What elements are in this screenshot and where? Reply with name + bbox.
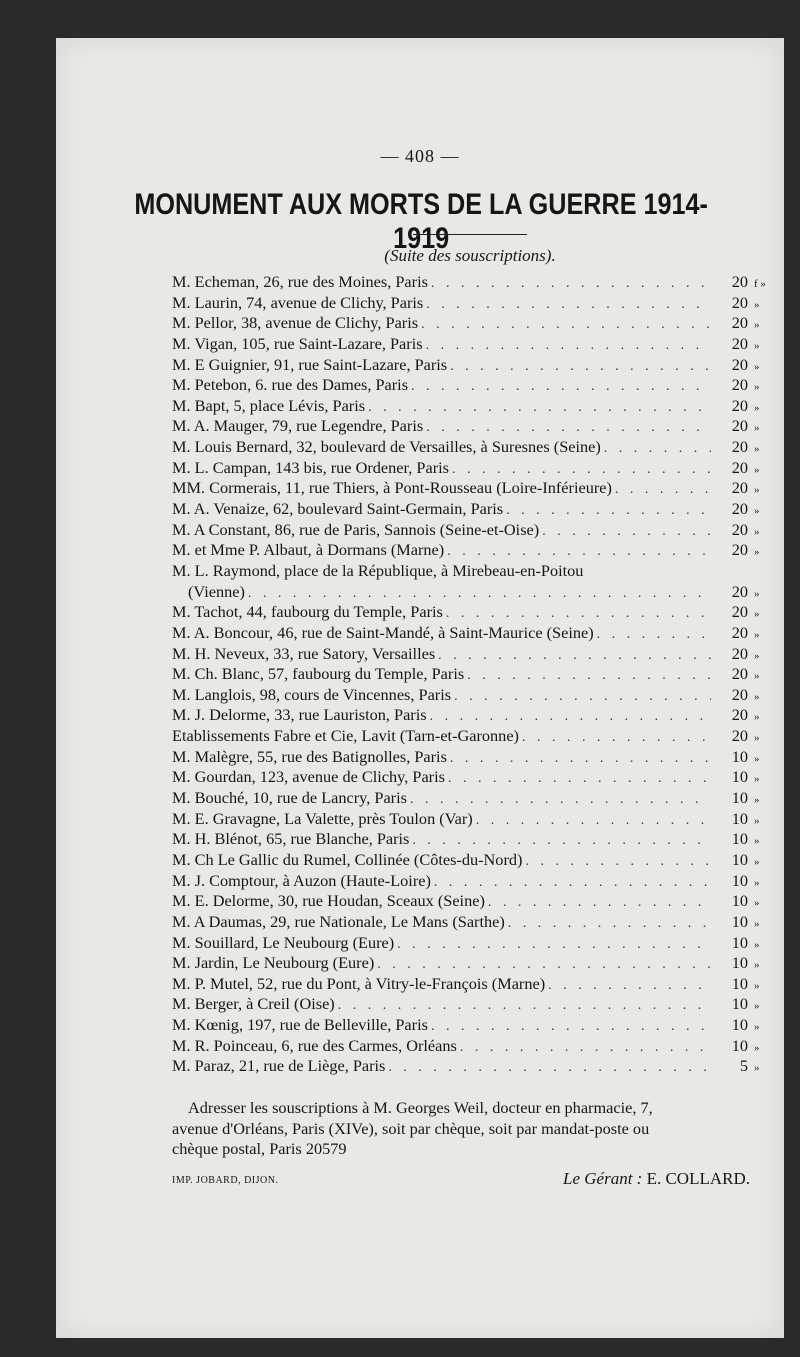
dot-leader: [446, 604, 711, 625]
list-item: [172, 375, 772, 396]
list-item: [172, 705, 772, 726]
subscriber-name: M. J. Comptour, à Auzon (Haute-Loire): [172, 870, 431, 890]
list-item: [172, 623, 772, 644]
dot-leader: [448, 769, 711, 790]
subscription-amount: 20: [731, 395, 748, 415]
dot-leader: [368, 398, 711, 419]
list-item: [172, 272, 772, 293]
subscriber-name: M. H. Neveux, 33, rue Satory, Versailles: [172, 643, 436, 663]
currency-mark: »: [754, 443, 760, 456]
printer-imprint: IMP. JOBARD, DIJON.: [172, 1175, 279, 1186]
list-item: [172, 416, 772, 437]
list-item: [172, 437, 772, 458]
currency-mark: »: [754, 649, 760, 662]
dot-leader: [430, 707, 711, 728]
subscription-amount: 5: [739, 1056, 748, 1076]
currency-mark: »: [754, 360, 760, 373]
currency-mark: »: [754, 876, 760, 889]
title-divider: [413, 234, 527, 235]
currency-mark: »: [754, 1021, 760, 1034]
subscriber-name: M. A. Boncour, 46, rue de Saint-Mandé, à Saint-Maurice (Seine): [172, 622, 594, 642]
subscriber-name: M. A. Venaize, 62, boulevard Saint-Germain, Paris: [172, 499, 504, 519]
subscriber-name: M. Langlois, 98, cours de Vincennes, Paris: [172, 684, 452, 704]
list-item: [172, 293, 772, 314]
subscription-amount: 10: [731, 746, 748, 766]
subscriber-name: M. E. Delorme, 30, rue Houdan, Sceaux (Seine): [172, 891, 485, 911]
list-item: [172, 334, 772, 355]
currency-mark: »: [754, 1041, 760, 1054]
subscription-amount: 20: [731, 684, 748, 704]
subscriber-name: M. Bouché, 10, rue de Lancry, Paris: [172, 788, 407, 808]
currency-mark: »: [754, 339, 760, 352]
gerant-label: Le Gérant :: [563, 1169, 643, 1188]
subscription-amount: 20: [731, 272, 748, 291]
page-title: MONUMENT AUX MORTS DE LA GUERRE 1914-1919: [134, 188, 708, 255]
subscription-list: [172, 272, 772, 1077]
subscriber-name: MM. Cormerais, 11, rue Thiers, à Pont-Rousseau (Loire-Inférieure): [172, 478, 612, 498]
subscriber-name: M. E. Gravagne, La Valette, près Toulon (Var): [172, 808, 473, 828]
list-item: [172, 355, 772, 376]
dot-leader: [452, 460, 711, 481]
currency-mark: »: [754, 938, 760, 951]
list-item: [172, 871, 772, 892]
currency-mark: f »: [754, 278, 766, 290]
subscriber-name: M. Ch. Blanc, 57, faubourg du Temple, Paris: [172, 664, 465, 684]
subscriber-name: M. L. Campan, 143 bis, rue Ordener, Paris: [172, 457, 449, 477]
currency-mark: »: [754, 1062, 760, 1075]
subscriber-name: M. A. Mauger, 79, rue Legendre, Paris: [172, 416, 424, 436]
subscription-amount: 20: [731, 643, 748, 663]
list-item: [172, 1036, 772, 1057]
currency-mark: »: [754, 979, 760, 992]
list-item: [172, 767, 772, 788]
list-item: [172, 747, 772, 768]
list-item: [172, 520, 772, 541]
dot-leader: [525, 852, 711, 873]
subscriber-name: M. Ch Le Gallic du Rumel, Collinée (Côtes-du-Nord): [172, 849, 523, 869]
list-item: [172, 933, 772, 954]
currency-mark: »: [754, 711, 760, 724]
subscriber-name: M. Louis Bernard, 32, boulevard de Versailles, à Suresnes (Seine): [172, 437, 601, 457]
dot-leader: [597, 625, 711, 646]
dot-leader: [438, 646, 711, 667]
subscription-amount: 20: [731, 705, 748, 725]
dot-leader: [431, 274, 711, 295]
currency-mark: »: [754, 690, 760, 703]
subscription-amount: 20: [731, 354, 748, 374]
dot-leader: [397, 935, 711, 956]
dot-leader: [411, 377, 711, 398]
dot-leader: [338, 996, 711, 1017]
subscription-amount: 20: [731, 333, 748, 353]
document-page: [56, 38, 784, 1338]
page-subtitle: (Suite des souscriptions).: [384, 246, 556, 265]
subscription-amount: 20: [731, 581, 748, 601]
dot-leader: [488, 893, 711, 914]
dot-leader: [421, 315, 711, 336]
currency-mark: »: [754, 959, 760, 972]
list-item: [172, 974, 772, 995]
subscription-amount: 10: [731, 932, 748, 952]
currency-mark: »: [754, 484, 760, 497]
subscriber-name: M. Gourdan, 123, avenue de Clichy, Paris: [172, 767, 445, 787]
list-item: [172, 685, 772, 706]
list-item: [172, 829, 772, 850]
subscriber-name: M. J. Delorme, 33, rue Lauriston, Paris: [172, 705, 427, 725]
subscription-amount: 10: [731, 911, 748, 931]
dot-leader: [248, 584, 711, 605]
dot-leader: [508, 914, 711, 935]
list-item: [172, 912, 772, 933]
dot-leader: [412, 831, 711, 852]
subscriber-name: M. Paraz, 21, rue de Liège, Paris: [172, 1056, 386, 1076]
list-item: [172, 809, 772, 830]
list-item: [172, 602, 772, 623]
currency-mark: »: [754, 546, 760, 559]
currency-mark: »: [754, 319, 760, 332]
currency-mark: »: [754, 608, 760, 621]
subscription-amount: 20: [731, 540, 748, 560]
list-item: [172, 891, 772, 912]
currency-mark: »: [754, 587, 760, 600]
footer-note-line: chèque postal, Paris 20579: [172, 1139, 347, 1158]
subscription-amount: 10: [731, 973, 748, 993]
dot-leader: [615, 480, 711, 501]
dot-leader: [410, 790, 711, 811]
subscription-amount: 20: [731, 478, 748, 498]
list-item: [172, 458, 772, 479]
list-item: [172, 664, 772, 685]
currency-mark: »: [754, 794, 760, 807]
dot-leader: [388, 1058, 711, 1079]
list-item: [172, 478, 772, 499]
dot-leader: [467, 666, 711, 687]
subscriber-name: M. A Daumas, 29, rue Nationale, Le Mans (Sarthe): [172, 911, 505, 931]
subscriber-name: M. H. Blénot, 65, rue Blanche, Paris: [172, 829, 410, 849]
currency-mark: »: [754, 814, 760, 827]
currency-mark: »: [754, 298, 760, 311]
list-item: [172, 313, 772, 334]
currency-mark: »: [754, 1000, 760, 1013]
dot-leader: [506, 501, 711, 522]
currency-mark: »: [754, 628, 760, 641]
currency-mark: »: [754, 897, 760, 910]
subscriber-name: M. Souillard, Le Neubourg (Eure): [172, 932, 395, 952]
subscription-amount: 10: [731, 829, 748, 849]
subscription-amount: 10: [731, 808, 748, 828]
subscriber-name: Etablissements Fabre et Cie, Lavit (Tarn-et-Garonne): [172, 726, 519, 746]
list-item: [172, 396, 772, 417]
dot-leader: [426, 295, 711, 316]
subscription-amount: 20: [731, 519, 748, 539]
subscription-amount: 20: [731, 664, 748, 684]
dot-leader: [426, 336, 711, 357]
dot-leader: [604, 439, 711, 460]
subscription-amount: 10: [731, 1035, 748, 1055]
list-item: [172, 540, 772, 561]
list-item: [172, 788, 772, 809]
subscription-amount: 20: [731, 622, 748, 642]
currency-mark: »: [754, 732, 760, 745]
dot-leader: [450, 749, 711, 770]
currency-mark: »: [754, 855, 760, 868]
list-item: [172, 1056, 772, 1077]
subscriber-name: M. Kœnig, 197, rue de Belleville, Paris: [172, 1015, 428, 1035]
subscriber-name: M. L. Raymond, place de la République, à Mirebeau-en-Poitou: [172, 560, 584, 580]
currency-mark: »: [754, 463, 760, 476]
subscriber-name: M. Laurin, 74, avenue de Clichy, Paris: [172, 292, 424, 312]
subscriber-name: M. et Mme P. Albaut, à Dormans (Marne): [172, 540, 445, 560]
subscription-amount: 20: [731, 457, 748, 477]
list-item: [172, 994, 772, 1015]
subscriber-name: M. Pellor, 38, avenue de Clichy, Paris: [172, 313, 419, 333]
gerant-name: E. COLLARD.: [646, 1169, 750, 1188]
footer-note-line: avenue d'Orléans, Paris (XIVe), soit par chèque, soit par mandat-poste ou: [172, 1118, 650, 1138]
currency-mark: »: [754, 773, 760, 786]
subscription-amount: 20: [731, 313, 748, 333]
dot-leader: [377, 955, 711, 976]
currency-mark: »: [754, 505, 760, 518]
subscriber-name: M. Jardin, Le Neubourg (Eure): [172, 953, 375, 973]
subscription-amount: 10: [731, 849, 748, 869]
subscriber-name: M. P. Mutel, 52, rue du Pont, à Vitry-le-François (Marne): [172, 973, 546, 993]
gerant-signature: [563, 1169, 750, 1189]
dot-leader: [447, 542, 711, 563]
subscription-amount: 10: [731, 891, 748, 911]
currency-mark: »: [754, 525, 760, 538]
list-item: [172, 499, 772, 520]
currency-mark: »: [754, 917, 760, 930]
subscriber-name: M. A Constant, 86, rue de Paris, Sannois (Seine-et-Oise): [172, 519, 540, 539]
dot-leader: [426, 418, 711, 439]
dot-leader: [431, 1017, 711, 1038]
dot-leader: [548, 976, 711, 997]
dot-leader: [476, 811, 711, 832]
dot-leader: [454, 687, 711, 708]
currency-mark: »: [754, 401, 760, 414]
subscriber-name: M. Tachot, 44, faubourg du Temple, Paris: [172, 602, 443, 622]
dot-leader: [542, 522, 711, 543]
currency-mark: »: [754, 422, 760, 435]
list-item: [172, 1015, 772, 1036]
currency-mark: »: [754, 752, 760, 765]
currency-mark: »: [754, 835, 760, 848]
subscription-amount: 20: [731, 375, 748, 395]
list-item: [172, 850, 772, 871]
dot-leader: [450, 357, 711, 378]
list-item: [172, 644, 772, 665]
subscription-amount: 20: [731, 602, 748, 622]
subscription-amount: 10: [731, 788, 748, 808]
subscription-amount: 10: [731, 1015, 748, 1035]
subscription-amount: 10: [731, 953, 748, 973]
subscriber-name: M. E Guignier, 91, rue Saint-Lazare, Paris: [172, 354, 448, 374]
dot-leader: [522, 728, 711, 749]
footer-note: [172, 1098, 784, 1160]
subscriber-name: M. Echeman, 26, rue des Moines, Paris: [172, 272, 428, 291]
subscription-amount: 10: [731, 767, 748, 787]
subscriber-name: M. R. Poinceau, 6, rue des Carmes, Orléans: [172, 1035, 457, 1055]
subscription-amount: 20: [731, 437, 748, 457]
dot-leader: [460, 1038, 711, 1059]
subscription-amount: 20: [731, 292, 748, 312]
footer-note-line: Adresser les souscriptions à M. Georges Weil, docteur en pharmacie, 7,: [188, 1098, 653, 1117]
subscription-amount: 10: [731, 994, 748, 1014]
subscriber-name: M. Petebon, 6. rue des Dames, Paris: [172, 375, 409, 395]
subscriber-name: M. Berger, à Creil (Oise): [172, 994, 335, 1014]
subscription-amount: 20: [731, 499, 748, 519]
list-item: [172, 953, 772, 974]
subscription-amount: 20: [731, 416, 748, 436]
currency-mark: »: [754, 381, 760, 394]
list-item: [172, 561, 772, 582]
subscriber-name: (Vienne): [188, 581, 245, 601]
list-item: [172, 582, 772, 603]
subscriber-name: M. Bapt, 5, place Lévis, Paris: [172, 395, 366, 415]
subscription-amount: 20: [731, 726, 748, 746]
subscriber-name: M. Vigan, 105, rue Saint-Lazare, Paris: [172, 333, 423, 353]
subscriber-name: M. Malègre, 55, rue des Batignolles, Paris: [172, 746, 447, 766]
list-item: [172, 726, 772, 747]
page-number: — 408 —: [380, 146, 460, 166]
subscription-amount: 10: [731, 870, 748, 890]
currency-mark: »: [754, 670, 760, 683]
dot-leader: [434, 873, 711, 894]
